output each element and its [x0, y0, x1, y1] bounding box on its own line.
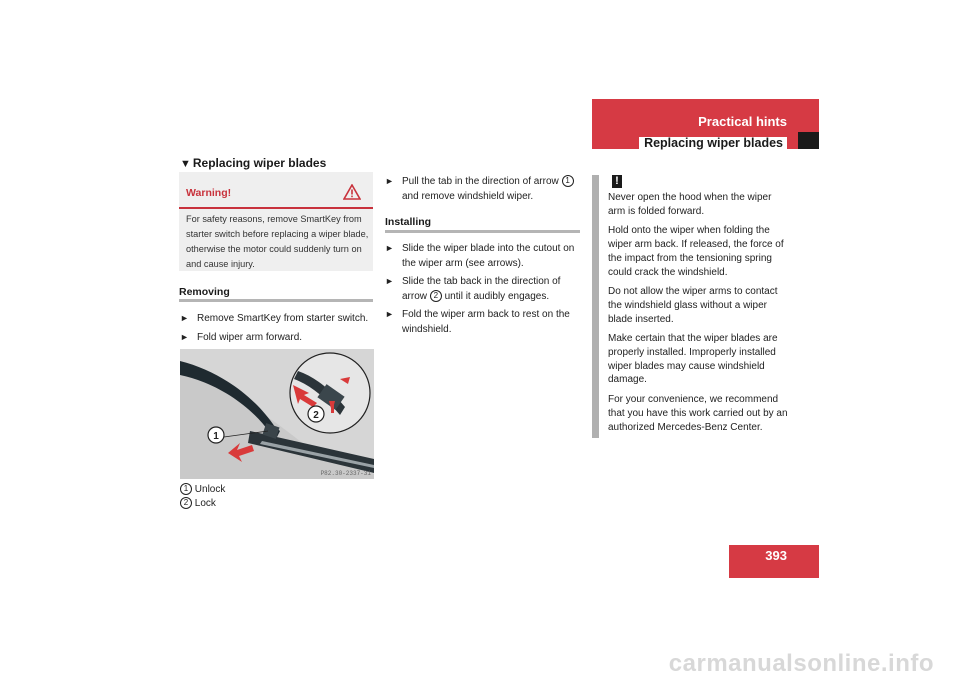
warning-triangle-icon — [343, 184, 361, 205]
notice-bar — [592, 175, 599, 438]
warning-divider — [179, 207, 373, 209]
notice-paragraph: Never open the hood when the wiper arm is folded forward. — [608, 192, 772, 217]
header-block — [592, 99, 819, 149]
notice-text — [608, 191, 790, 440]
exclamation-icon: ! — [612, 175, 622, 188]
installing-step-1: ► Slide the wiper blade into the cutout on the wiper arm (see arrows). — [385, 243, 575, 269]
page-number: 393 — [765, 548, 787, 563]
triangle-down-icon: ▼ — [180, 158, 191, 170]
figure-code: P82.30-2337-31 — [320, 470, 371, 477]
header-corner-block — [798, 132, 819, 149]
header-title: Practical hints — [698, 114, 787, 129]
removing-heading: Removing — [179, 286, 230, 298]
legend-item-1: 1 Unlock — [180, 483, 225, 497]
warning-box — [179, 172, 373, 271]
warning-text: For safety reasons, remove SmartKey from starter switch before replacing a wiper blade, otherwise the motor could suddenly turn on and cause injury. — [186, 214, 369, 269]
section-title — [180, 156, 326, 170]
bullet-arrow-icon: ► — [385, 176, 394, 186]
installing-rule — [385, 230, 580, 233]
legend-item-2: 2 Lock — [180, 497, 216, 511]
bullet-arrow-icon: ► — [385, 309, 394, 319]
removing-step-1: ► Remove SmartKey from starter switch. — [180, 313, 369, 324]
watermark: carmanualsonline.info — [668, 650, 934, 677]
removing-step-3: ► Pull the tab in the direction of arrow 1 and remove windshield wiper. — [385, 174, 585, 204]
bullet-arrow-icon: ► — [180, 332, 189, 342]
bullet-arrow-icon: ► — [385, 276, 394, 286]
installing-step-2: ► Slide the tab back in the direction of arrow 2 until it audibly engages. — [385, 276, 561, 302]
notice-paragraph: Hold onto the wiper when folding the wiper arm back. If released, the force of the impact from the tensioning spring could crack the windshield. — [608, 225, 784, 278]
arrow-number: 2 — [430, 290, 442, 302]
figure-callout-1: 1 — [213, 431, 219, 442]
warning-title: Warning! — [186, 187, 232, 199]
notice-paragraph: Make certain that the wiper blades are properly installed. Improperly installed wiper blades may cause windshield damage. — [608, 333, 778, 386]
removing-step-2: ► Fold wiper arm forward. — [180, 332, 303, 343]
notice-paragraph: For your convenience, we recommend that you have this work carried out by an authorized Mercedes-Benz Center. — [608, 394, 788, 433]
section-title-text: Replacing wiper blades — [192, 156, 327, 170]
removing-rule — [179, 299, 373, 302]
installing-step-3: ► Fold the wiper arm back to rest on the windshield. — [385, 309, 570, 335]
bullet-arrow-icon: ► — [180, 313, 189, 323]
header-subtitle: Replacing wiper blades — [639, 137, 787, 149]
page-number-box — [729, 545, 819, 578]
wiper-figure — [180, 349, 374, 479]
notice-paragraph: Do not allow the wiper arms to contact the windshield glass without a wiper blade inserted. — [608, 286, 778, 325]
bullet-arrow-icon: ► — [385, 243, 394, 253]
figure-callout-2: 2 — [313, 410, 319, 421]
installing-heading: Installing — [385, 216, 432, 228]
arrow-number: 1 — [562, 175, 574, 187]
